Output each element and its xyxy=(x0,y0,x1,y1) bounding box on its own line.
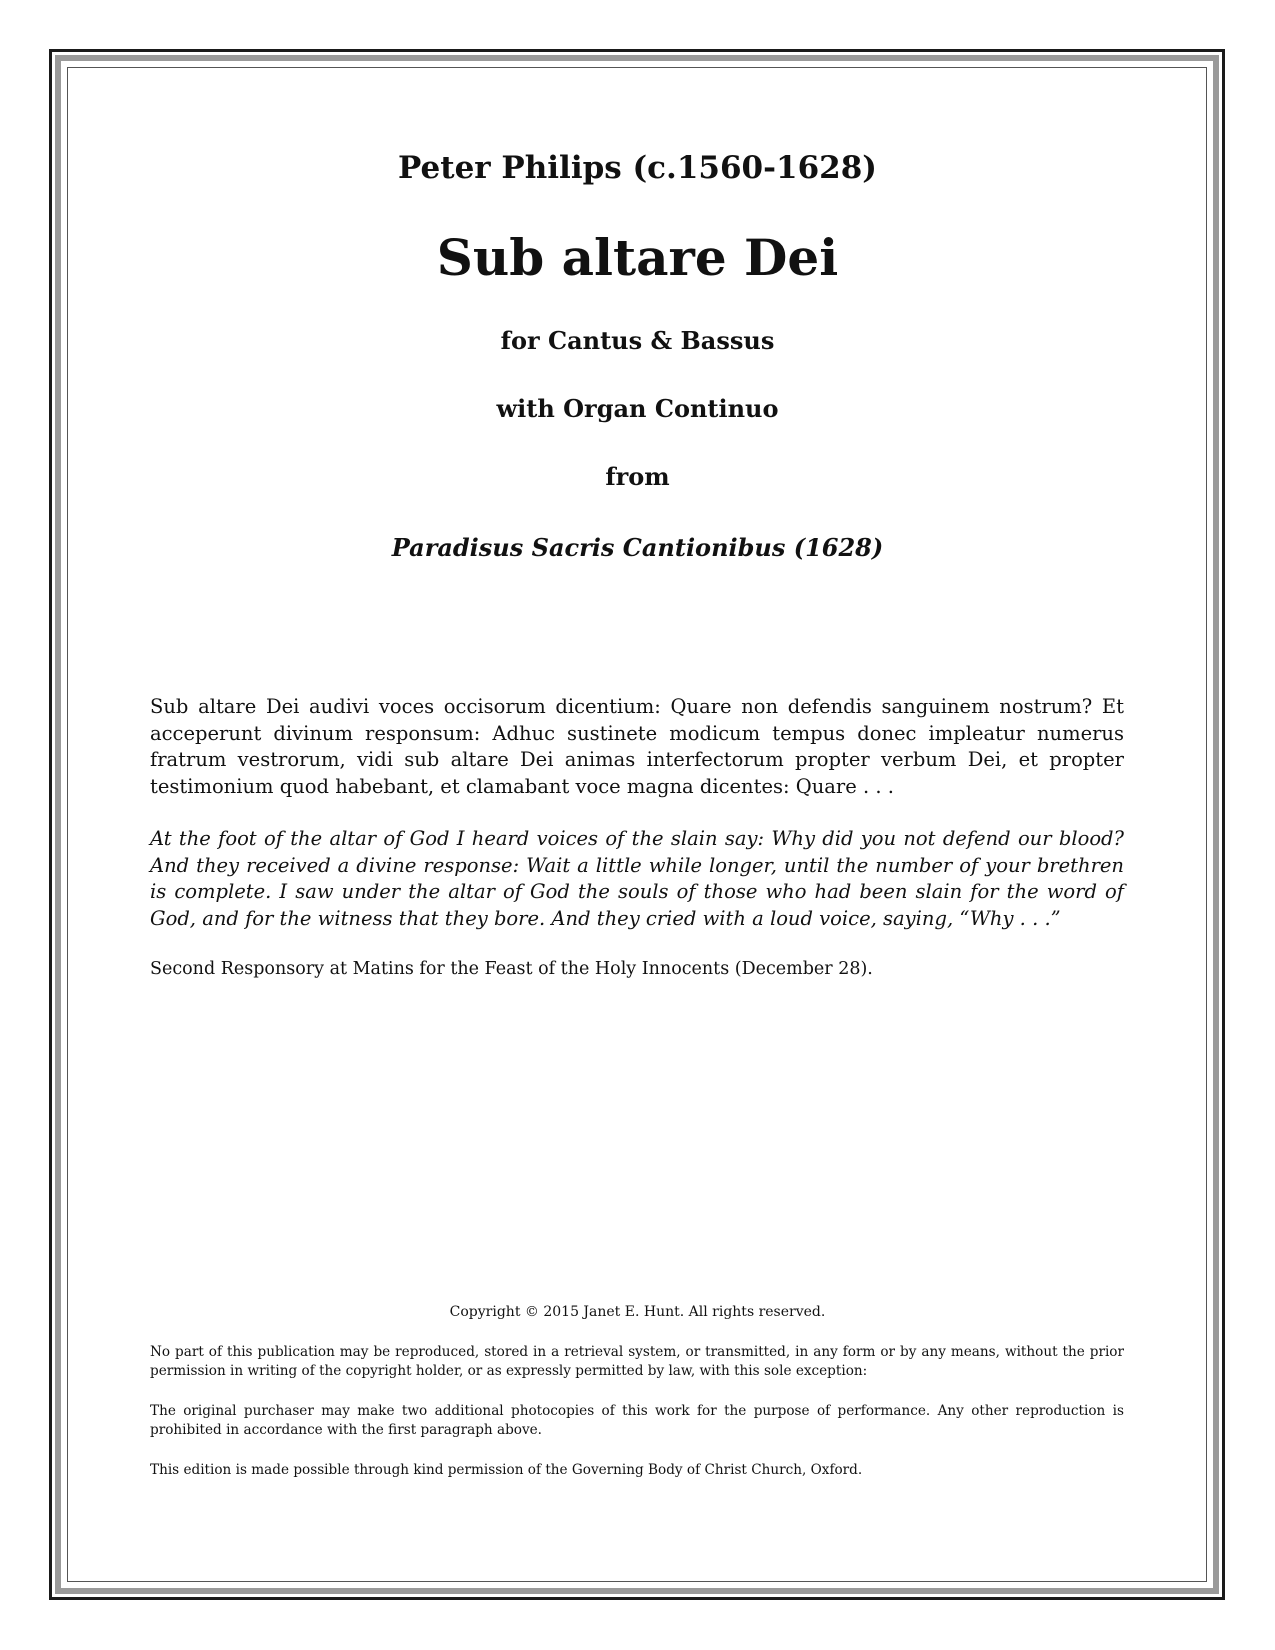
permission-credit: This edition is made possible through kind permission of the Governing Body of Christ Church, Oxford. xyxy=(150,1462,863,1478)
photocopy-exception: The original purchaser may make two additional photocopies of this work for the purpose of performance. Any other reproduction is prohibited in accordance with the first paragraph above. xyxy=(150,1403,1124,1438)
reproduction-notice: No part of this publication may be reproduced, stored in a retrieval system, or transmitted, in any form or by any means, without the prior permission in writing of the copyright holder, or as expressly permitted by law, with this sole exception: xyxy=(150,1344,1124,1379)
composer-heading: Peter Philips (c.1560-1628) xyxy=(398,150,877,186)
work-title: Sub altare Dei xyxy=(436,228,839,287)
source-collection: Paradisus Sacris Cantionibus (1628) xyxy=(391,533,884,562)
liturgical-occasion: Second Responsory at Matins for the Feast of the Holy Innocents (December 28). xyxy=(150,959,873,979)
english-translation: At the foot of the altar of God I heard voices of the slain say: Why did you not defend our blood? And they received a divine response: Wait a little while longer, until the number of your brethren is complete. I saw under the altar of God the souls of those who had been slain for the word of God, and for the witness that they bore. And they cried with a loud voice, saying, “Why . . .” xyxy=(150,827,1124,930)
latin-text: Sub altare Dei audivi voces occisorum dicentium: Quare non defendis sanguinem nostrum? Et acceperunt divinum responsum: Adhuc sustinete modicum tempus donec impleatur numerus fratrum vestrorum, vidi sub altare Dei animas interfectorum propter verbum Dei, et propter testimonium quod habebant, et clamabant voce magna dicentes: Quare . . . xyxy=(150,695,1124,798)
from-line: from xyxy=(605,462,670,491)
copyright-line: Copyright © 2015 Janet E. Hunt. All rights reserved. xyxy=(449,1304,826,1320)
continuo-line: with Organ Continuo xyxy=(496,394,779,423)
voicing-line: for Cantus & Bassus xyxy=(500,326,775,355)
